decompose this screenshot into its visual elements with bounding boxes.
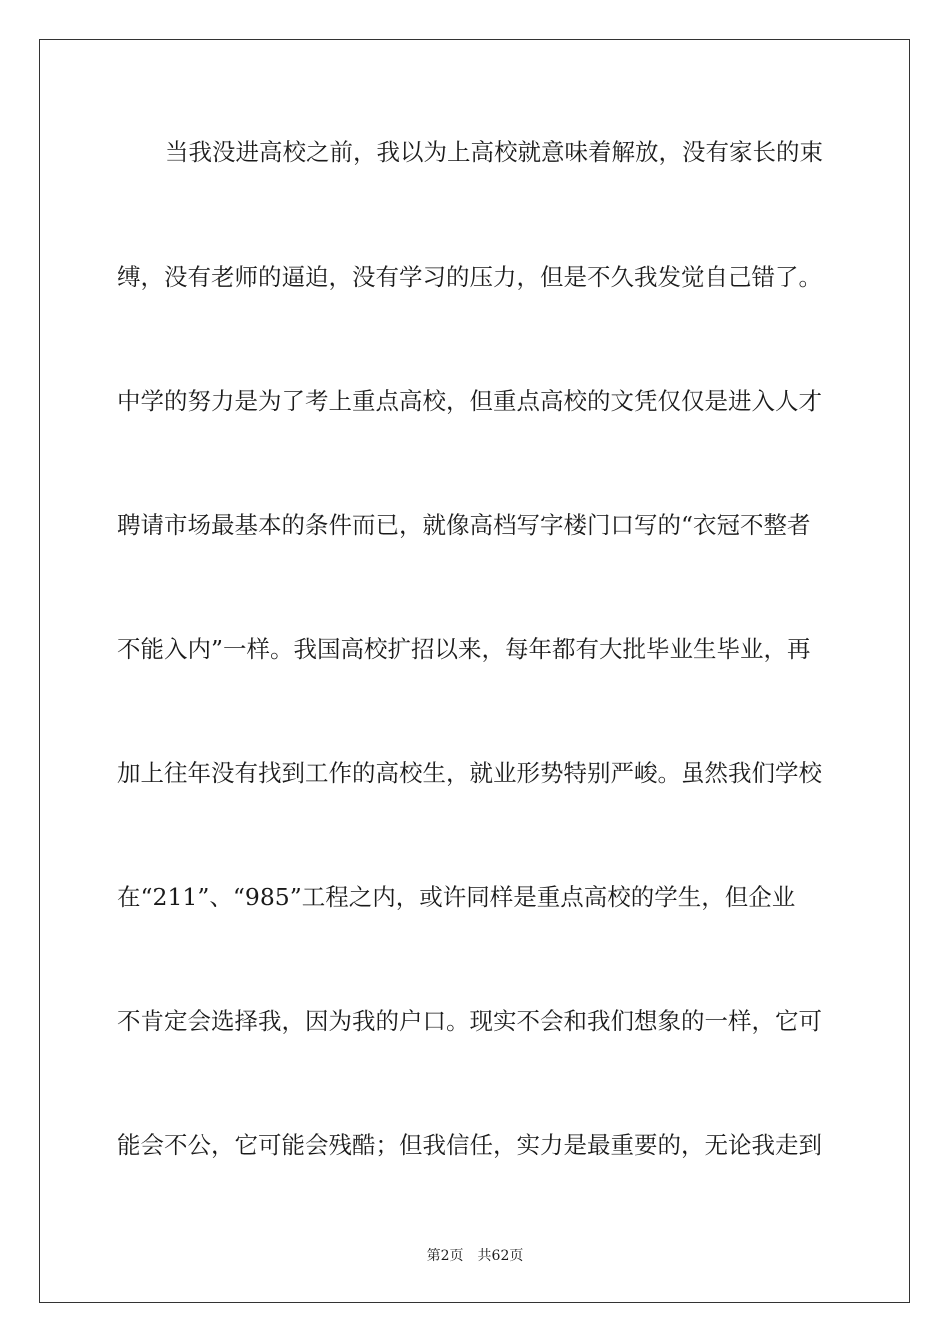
page-number: 第2页 — [426, 1248, 464, 1264]
paragraph-line-5: 不能入内”一样。我国高校扩招以来，每年都有大批毕业生毕业，再 — [117, 635, 811, 663]
paragraph-line-8: 不肯定会选择我，因为我的户口。现实不会和我们想象的一样，它可 — [117, 1007, 822, 1035]
paragraph-line-7: 在“211”、“985”工程之内，或许同样是重点高校的学生，但企业 — [117, 883, 796, 911]
paragraph-line-2: 缚，没有老师的逼迫，没有学习的压力，但是不久我发觉自己错了。 — [117, 263, 822, 291]
paragraph-line-9: 能会不公，它可能会残酷；但我信任，实力是最重要的，无论我走到 — [117, 1131, 822, 1159]
paragraph-line-1: 当我没进高校之前，我以为上高校就意味着解放，没有家长的束 — [165, 138, 823, 166]
page-footer — [0, 1247, 950, 1265]
page-border — [39, 39, 910, 1303]
paragraph-line-6: 加上往年没有找到工作的高校生，就业形势特别严峻。虽然我们学校 — [117, 759, 822, 787]
paragraph-line-4: 聘请市场最基本的条件而已，就像高档写字楼门口写的“衣冠不整者 — [117, 511, 811, 539]
total-pages: 共62页 — [477, 1248, 524, 1264]
paragraph-line-3: 中学的努力是为了考上重点高校，但重点高校的文凭仅仅是进入人才 — [117, 387, 822, 415]
